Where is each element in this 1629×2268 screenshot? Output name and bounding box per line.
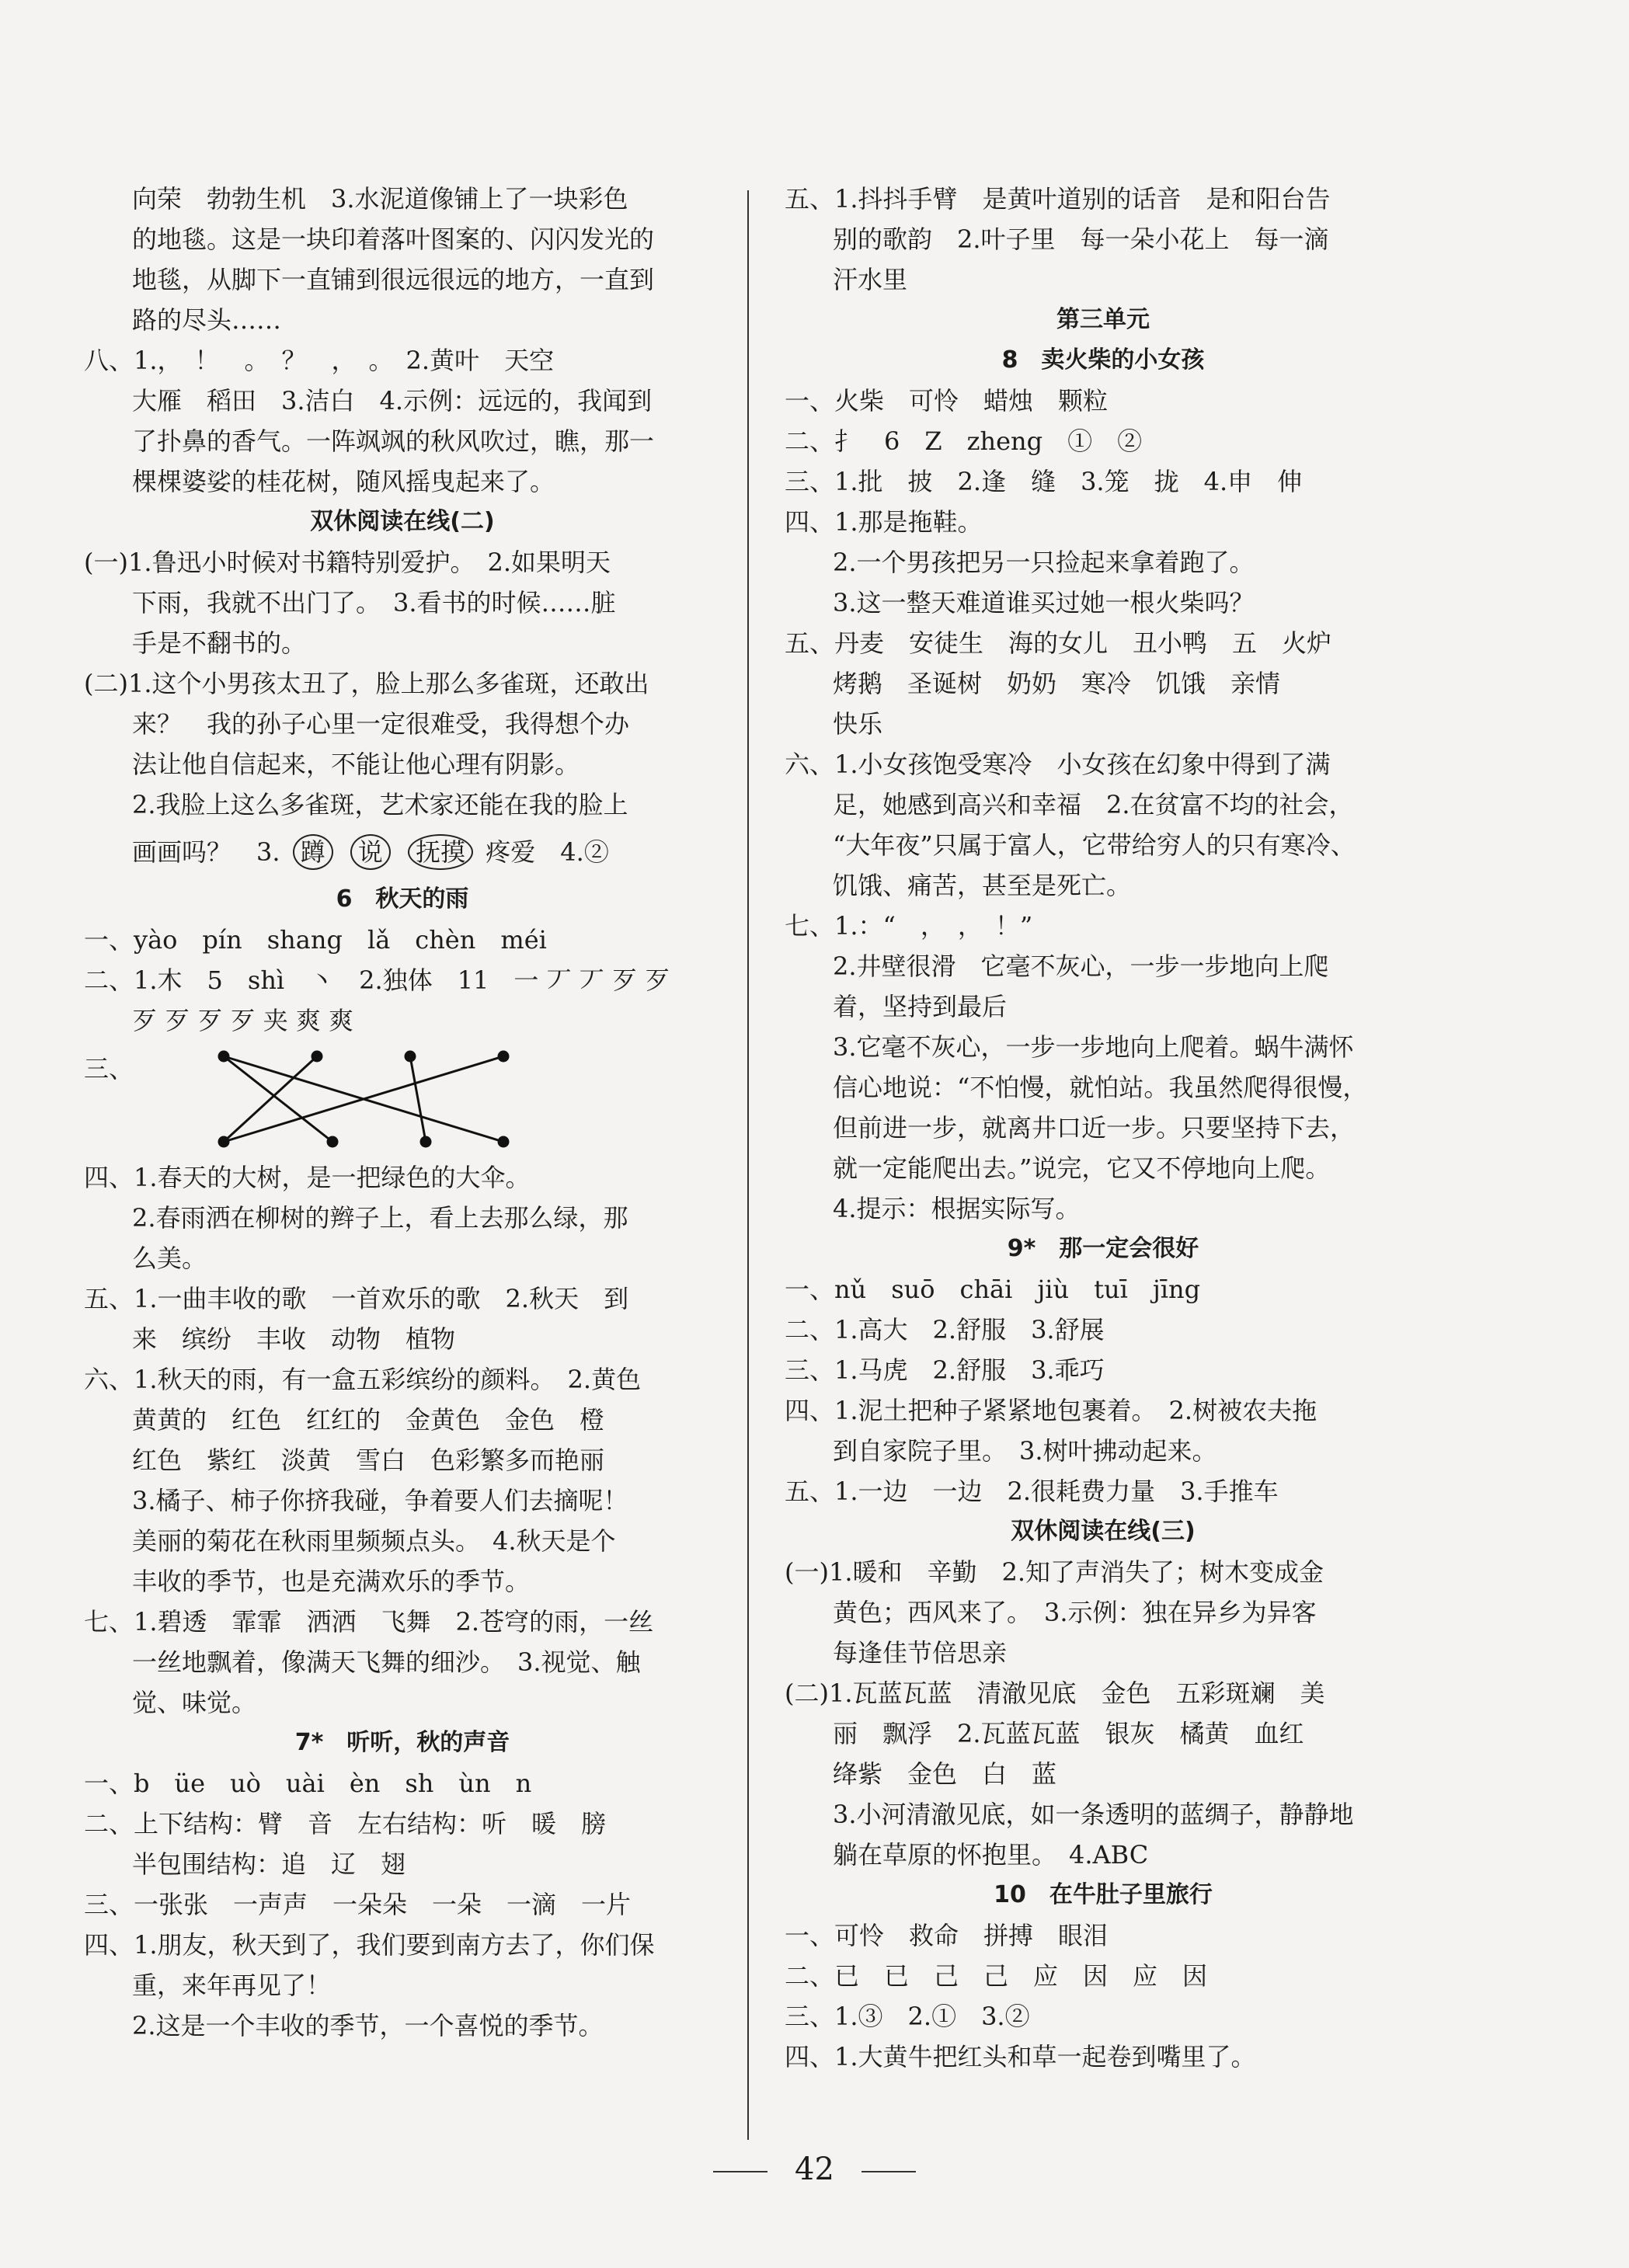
answer-line: 别的歌韵 2.叶子里 每一朵小花上 每一滴 — [833, 224, 1329, 254]
footer-dash-left — [713, 2171, 768, 2172]
answer-line: 二、已 已 己 己 应 因 应 因 — [785, 1961, 1208, 1991]
match-dot — [499, 1137, 508, 1146]
answer-line: 2.一个男孩把另一只捡起来拿着跑了。 — [833, 548, 1255, 577]
answer-line: 四、1.朋友，秋天到了，我们要到南方去了，你们保 — [84, 1930, 655, 1960]
answer-line: 下雨，我就不出门了。 3.看书的时候……脏 — [132, 588, 616, 617]
section-title: 9* 那一定会很好 — [1007, 1235, 1199, 1262]
answer-line: 三、一张张 一声声 一朵朵 一朵 一滴 一片 — [84, 1890, 632, 1919]
answer-line: 七、1.：“ ， ， ！” — [785, 911, 1033, 941]
answer-line: 黄黄的 红色 红红的 金黄色 金色 橙 — [132, 1405, 605, 1435]
answer-line: 七、1.碧透 霏霏 洒洒 飞舞 2.苍穹的雨，一丝 — [84, 1607, 654, 1637]
answer-line: 二、1.木 5 shì 丶 2.独体 11 一 丆 丆 歹 歹 — [84, 965, 670, 995]
left-block-3 — [84, 1157, 721, 2046]
match-dot — [219, 1137, 228, 1146]
left-block-2 — [84, 879, 721, 1041]
answer-line: 每逢佳节倍思亲 — [833, 1638, 1008, 1668]
circled-words-line — [84, 825, 721, 879]
answer-line: 美丽的菊花在秋雨里频频点头。 4.秋天是个 — [132, 1526, 616, 1556]
answer-line: 四、1.泥土把种子紧紧地包裹着。 2.树被农夫拖 — [785, 1396, 1317, 1425]
answer-line: 饥饿、痛苦，甚至是死亡。 — [833, 871, 1132, 900]
answer-line: 丽 飘浮 2.瓦蓝瓦蓝 银灰 橘黄 血红 — [833, 1719, 1304, 1748]
answer-line: 六、1.小女孩饱受寒冷 小女孩在幻象中得到了满 — [785, 750, 1331, 779]
answer-line: 一、b üe uò uài èn sh ùn n — [84, 1769, 532, 1798]
answer-line: “大年夜”只属于富人，它带给穷人的只有寒冷、 — [833, 830, 1356, 860]
section-title: 6 秋天的雨 — [336, 885, 469, 913]
answer-line: 但前进一步，就离井口近一步。只要坚持下去， — [833, 1113, 1356, 1143]
answer-line: 的地毯。这是一块印着落叶图案的、闪闪发光的 — [132, 224, 655, 254]
circled-pre: 画画吗？ 3. — [132, 837, 280, 867]
answer-line: 2.春雨洒在柳树的辫子上，看上去那么绿，那 — [132, 1203, 628, 1233]
right-column — [785, 179, 1422, 2077]
answer-line: 二、1.高大 2.舒服 3.舒展 — [785, 1315, 1105, 1344]
answer-line: 了扑鼻的香气。一阵飒飒的秋风吹过，瞧，那一 — [132, 426, 655, 456]
answer-line: 八、1.， ！ 。 ？ ， 。 2.黄叶 天空 — [84, 346, 555, 375]
answer-line: 二、上下结构：臂 音 左右结构：听 暖 膀 — [84, 1809, 607, 1838]
footer-dash-right — [861, 2171, 916, 2172]
answer-line: 一、yào pín shang lǎ chèn méi — [84, 925, 547, 955]
match-line-1 — [224, 1056, 332, 1142]
matching-label: 三、 — [84, 1054, 134, 1084]
match-dot — [328, 1137, 337, 1146]
answer-line: 三、1.③ 2.① 3.② — [785, 2002, 1030, 2031]
answer-line: 4.提示：根据实际写。 — [833, 1194, 1081, 1223]
answer-line: 六、1.秋天的雨，有一盒五彩缤纷的颜料。 2.黄色 — [84, 1365, 642, 1394]
answer-line: 半包围结构：追 辽 翅 — [132, 1849, 406, 1879]
answer-line: 2.井壁很滑 它毫不灰心，一步一步地向上爬 — [833, 951, 1329, 981]
answer-line: 黄色；西风来了。 3.示例：独在异乡为异客 — [833, 1598, 1317, 1627]
answer-line: 歹 歹 歹 歹 夹 爽 爽 — [132, 1006, 354, 1035]
answer-line: 四、1.春天的大树，是一把绿色的大伞。 — [84, 1163, 531, 1192]
answer-line: 二、扌 6 Z zheng ① ② — [785, 426, 1143, 456]
answer-line: 来 缤纷 丰收 动物 植物 — [132, 1324, 456, 1354]
match-line-2 — [224, 1056, 317, 1142]
answer-line: 重，来年再见了！ — [132, 1971, 332, 2000]
answer-line: 向荣 勃勃生机 3.水泥道像铺上了一块彩色 — [132, 184, 628, 214]
answer-line: 3.小河清澈见底，如一条透明的蓝绸子，静静地 — [833, 1800, 1354, 1829]
answer-line: 地毯，从脚下一直铺到很远很远的地方，一直到 — [132, 265, 655, 294]
answer-line: 觉、味觉。 — [132, 1688, 257, 1717]
answer-line: 烤鹅 圣诞树 奶奶 寒冷 饥饿 亲情 — [833, 669, 1281, 698]
match-dot — [406, 1052, 415, 1061]
match-dot — [312, 1052, 322, 1061]
match-dot — [499, 1052, 508, 1061]
answer-line: 四、1.那是拖鞋。 — [785, 507, 983, 537]
left-block-1 — [84, 179, 721, 825]
answer-line: 法让他自信起来，不能让他心理有阴影。 — [132, 750, 580, 779]
answer-line: 足，她感到高兴和幸福 2.在贫富不均的社会， — [833, 790, 1354, 819]
section-title: 双休阅读在线(三) — [1011, 1518, 1196, 1545]
circled-post: 疼爱 4.② — [486, 837, 609, 867]
matching-lines — [131, 1041, 534, 1157]
column-divider — [747, 190, 749, 2140]
left-column — [84, 179, 721, 2046]
answer-line: 大雁 稻田 3.洁白 4.示例：远远的，我闻到 — [132, 386, 653, 416]
answer-line: 五、丹麦 安徒生 海的女儿 丑小鸭 五 火炉 — [785, 628, 1332, 658]
answer-line: 快乐 — [833, 709, 883, 739]
answer-line: 汗水里 — [833, 265, 908, 294]
section-title: 10 在牛肚子里旅行 — [994, 1881, 1213, 1908]
answer-line: 三、1.马虎 2.舒服 3.乖巧 — [785, 1355, 1105, 1385]
answer-line: 绛紫 金色 白 蓝 — [833, 1759, 1057, 1789]
answer-line: 就一定能爬出去。”说完，它又不停地向上爬。 — [833, 1153, 1331, 1183]
answer-line: 躺在草原的怀抱里。 4.ABC — [833, 1840, 1149, 1870]
answer-line: 3.它毫不灰心，一步一步地向上爬着。蜗牛满怀 — [833, 1032, 1354, 1062]
answer-line: 一丝地飘着，像满天飞舞的细沙。 3.视觉、触 — [132, 1647, 641, 1677]
answer-line: 红色 紫红 淡黄 雪白 色彩繁多而艳丽 — [132, 1445, 605, 1475]
answer-line: 到自家院子里。 3.树叶拂动起来。 — [833, 1436, 1217, 1466]
answer-line: 着，坚持到最后 — [833, 992, 1008, 1021]
answer-line: 三、1.批 披 2.逢 缝 3.笼 拢 4.申 伸 — [785, 467, 1303, 496]
answer-line: 手是不翻书的。 — [132, 628, 307, 658]
answer-line: 四、1.大黄牛把红头和草一起卷到嘴里了。 — [785, 2042, 1256, 2071]
answer-line: 路的尽头…… — [132, 305, 282, 335]
section-title: 8 卖火柴的小女孩 — [1001, 346, 1205, 374]
answer-line: 一、可怜 救命 拼搏 眼泪 — [785, 1921, 1109, 1950]
answer-line: 一、火柴 可怜 蜡烛 颗粒 — [785, 386, 1109, 416]
match-dot — [421, 1137, 430, 1146]
answer-line: 2.我脸上这么多雀斑，艺术家还能在我的脸上 — [132, 790, 628, 819]
section-title: 第三单元 — [1056, 306, 1150, 333]
page-number: 42 — [795, 2151, 834, 2187]
answer-line: 3.这一整天难道谁买过她一根火柴吗？ — [833, 588, 1255, 617]
circled-word-2: 说 — [350, 834, 391, 870]
match-dot — [219, 1052, 228, 1061]
answer-line: 3.橘子、柿子你挤我碰，争着要人们去摘呢！ — [132, 1486, 628, 1515]
answer-line: 五、1.一边 一边 2.很耗费力量 3.手推车 — [785, 1477, 1279, 1506]
circled-word-1: 蹲 — [293, 834, 333, 870]
answer-line: 五、1.抖抖手臂 是黄叶道别的话音 是和阳台告 — [785, 184, 1331, 214]
answer-line: (二)1.这个小男孩太丑了，脸上那么多雀斑，还敢出 — [84, 669, 649, 698]
answer-line: 么美。 — [132, 1244, 207, 1273]
answer-line: (一)1.鲁迅小时候对书籍特别爱护。 2.如果明天 — [84, 548, 611, 577]
answer-line: (一)1.暖和 辛勤 2.知了声消失了；树木变成金 — [785, 1557, 1324, 1587]
section-title: 7* 听听，秋的声音 — [294, 1729, 510, 1756]
answer-line: 信心地说：“不怕慢，就怕站。我虽然爬得很慢， — [833, 1073, 1368, 1102]
page-footer — [0, 2151, 1629, 2187]
section-title: 双休阅读在线(二) — [310, 508, 495, 535]
answer-line: 一、nǔ suō chāi jiù tuī jīng — [785, 1275, 1201, 1304]
answer-line: 丰收的季节，也是充满欢乐的季节。 — [132, 1567, 531, 1596]
answer-line: 五、1.一曲丰收的歌 一首欢乐的歌 2.秋天 到 — [84, 1284, 629, 1313]
answer-line: 棵棵婆娑的桂花树，随风摇曳起来了。 — [132, 467, 555, 496]
answer-line: 2.这是一个丰收的季节，一个喜悦的季节。 — [132, 2011, 604, 2040]
answer-line: 来？ 我的孙子心里一定很难受，我得想个办 — [132, 709, 630, 739]
right-block — [785, 179, 1422, 2077]
answer-line: (二)1.瓦蓝瓦蓝 清澈见底 金色 五彩斑斓 美 — [785, 1678, 1325, 1708]
match-line-3 — [410, 1056, 426, 1142]
circled-word-3: 抚摸 — [408, 834, 473, 870]
matching-exercise — [84, 1041, 721, 1157]
